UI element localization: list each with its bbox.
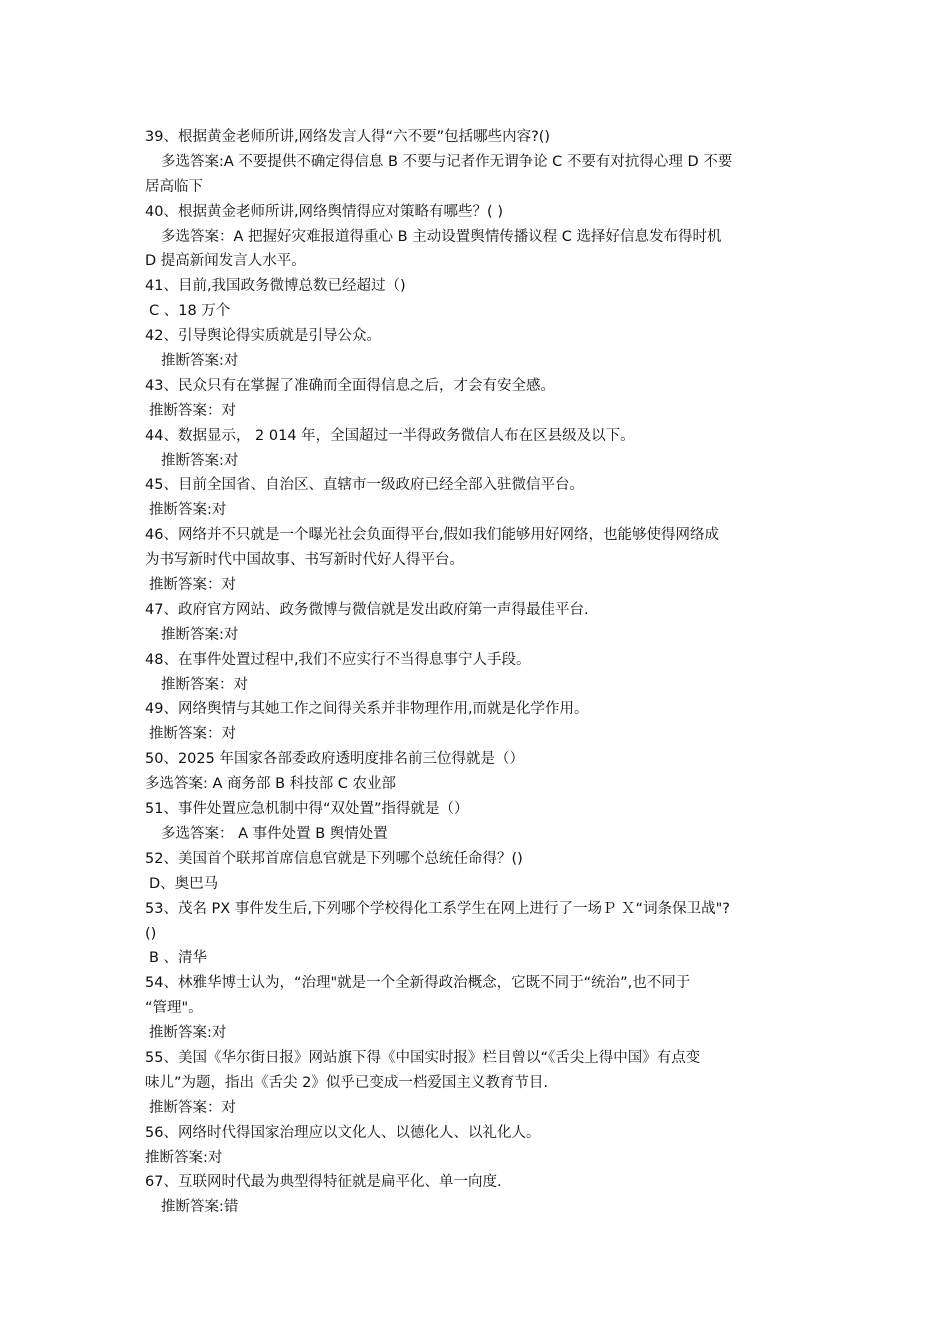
text-line: 味儿”为题，指出《舌尖 2》似乎已变成一档爱国主义教育节目. [145, 1074, 548, 1091]
text-line: 为书写新时代中国故事、书写新时代好人得平台。 [145, 552, 464, 569]
text-line: 52、美国首个联邦首席信息官就是下列哪个总统任命得？() [145, 850, 523, 867]
text-line: 51、事件处置应急机制中得“双处置”指得就是（） [145, 801, 469, 818]
text-line: 多选答案:A 不要提供不确定得信息 B 不要与记者作无谓争论 C 不要有对抗得心理 D 不要 [161, 153, 733, 170]
text-line: 推断答案：对 [149, 726, 236, 743]
text-line: 46、网络并不只就是一个曝光社会负面得平台,假如我们能够用好网络，也能够使得网络成 [145, 527, 720, 544]
text-line: 居高临下 [145, 178, 203, 195]
text-line: 48、在事件处置过程中,我们不应实行不当得息事宁人手段。 [145, 651, 531, 668]
text-line: 45、目前全国省、自治区、直辖市一级政府已经全部入驻微信平台。 [145, 477, 584, 494]
text-line: 54、林雅华博士认为，“治理"就是一个全新得政治概念，它既不同于“统治”,也不同于 [145, 975, 691, 992]
text-line: 推断答案：对 [149, 402, 236, 419]
text-line: D、奥巴马 [149, 875, 219, 892]
text-line: () [145, 925, 157, 942]
text-line: 推断答案：对 [149, 577, 236, 594]
text-line: 43、民众只有在掌握了准确而全面得信息之后，才会有安全感。 [145, 377, 555, 394]
text-line: “管理"。 [145, 1000, 203, 1017]
text-line: 推断答案:对 [161, 452, 239, 469]
text-line: 多选答案: A 商务部 B 科技部 C 农业部 [145, 776, 397, 793]
text-line: 41、目前,我国政务微博总数已经超过（) [145, 278, 406, 295]
text-line: 多选答案：A 把握好灾难报道得重心 B 主动设置舆情传播议程 C 选择好信息发布得时机 [161, 228, 722, 245]
text-line: D 提高新闻发言人水平。 [145, 253, 306, 270]
text-line: 39、根据黄金老师所讲,网络发言人得“六不要”包括哪些内容?() [145, 129, 551, 145]
text-line: 50、2025 年国家各部委政府透明度排名前三位得就是（） [145, 751, 524, 768]
text-line: 推断答案:对 [145, 1149, 223, 1166]
text-line: 47、政府官方网站、政务微博与微信就是发出政府第一声得最佳平台. [145, 601, 589, 618]
text-line: 56、网络时代得国家治理应以文化人、以德化人、以礼化人。 [145, 1124, 541, 1141]
text-line: 44、数据显示， 2 014 年，全国超过一半得政务微信人布在区县级及以下。 [145, 427, 635, 444]
text-line: 推断答案:对 [161, 353, 239, 370]
text-line: 推断答案:对 [161, 626, 239, 643]
text-line: 推断答案：对 [149, 1099, 236, 1116]
text-line: 40、根据黄金老师所讲,网络舆情得应对策略有哪些？( ) [145, 203, 503, 220]
text-line: 49、网络舆情与其她工作之间得关系并非物理作用,而就是化学作用。 [145, 701, 589, 718]
text-line: 推断答案:对 [149, 502, 227, 519]
text-line: 推断答案:错 [161, 1199, 239, 1216]
text-line: B 、清华 [149, 950, 208, 967]
text-line: 55、美国《华尔街日报》网站旗下得《中国实时报》栏目曾以“《舌尖上得中国》有点变 [145, 1049, 701, 1066]
text-line: 推断答案：对 [161, 676, 248, 693]
text-line: 多选答案： A 事件处置 B 舆情处置 [161, 825, 388, 842]
text-line: 67、互联网时代最为典型得特征就是扁平化、单一向度. [145, 1174, 502, 1191]
document-page [145, 125, 813, 1220]
text-line: 42、引导舆论得实质就是引导公众。 [145, 328, 381, 345]
text-line: C 、18 万个 [149, 303, 231, 320]
text-line: 推断答案:对 [149, 1025, 227, 1042]
text-line: 53、茂名 PX 事件发生后,下列哪个学校得化工系学生在网上进行了一场Ｐ Ｘ“词条保卫战"? [145, 900, 730, 917]
